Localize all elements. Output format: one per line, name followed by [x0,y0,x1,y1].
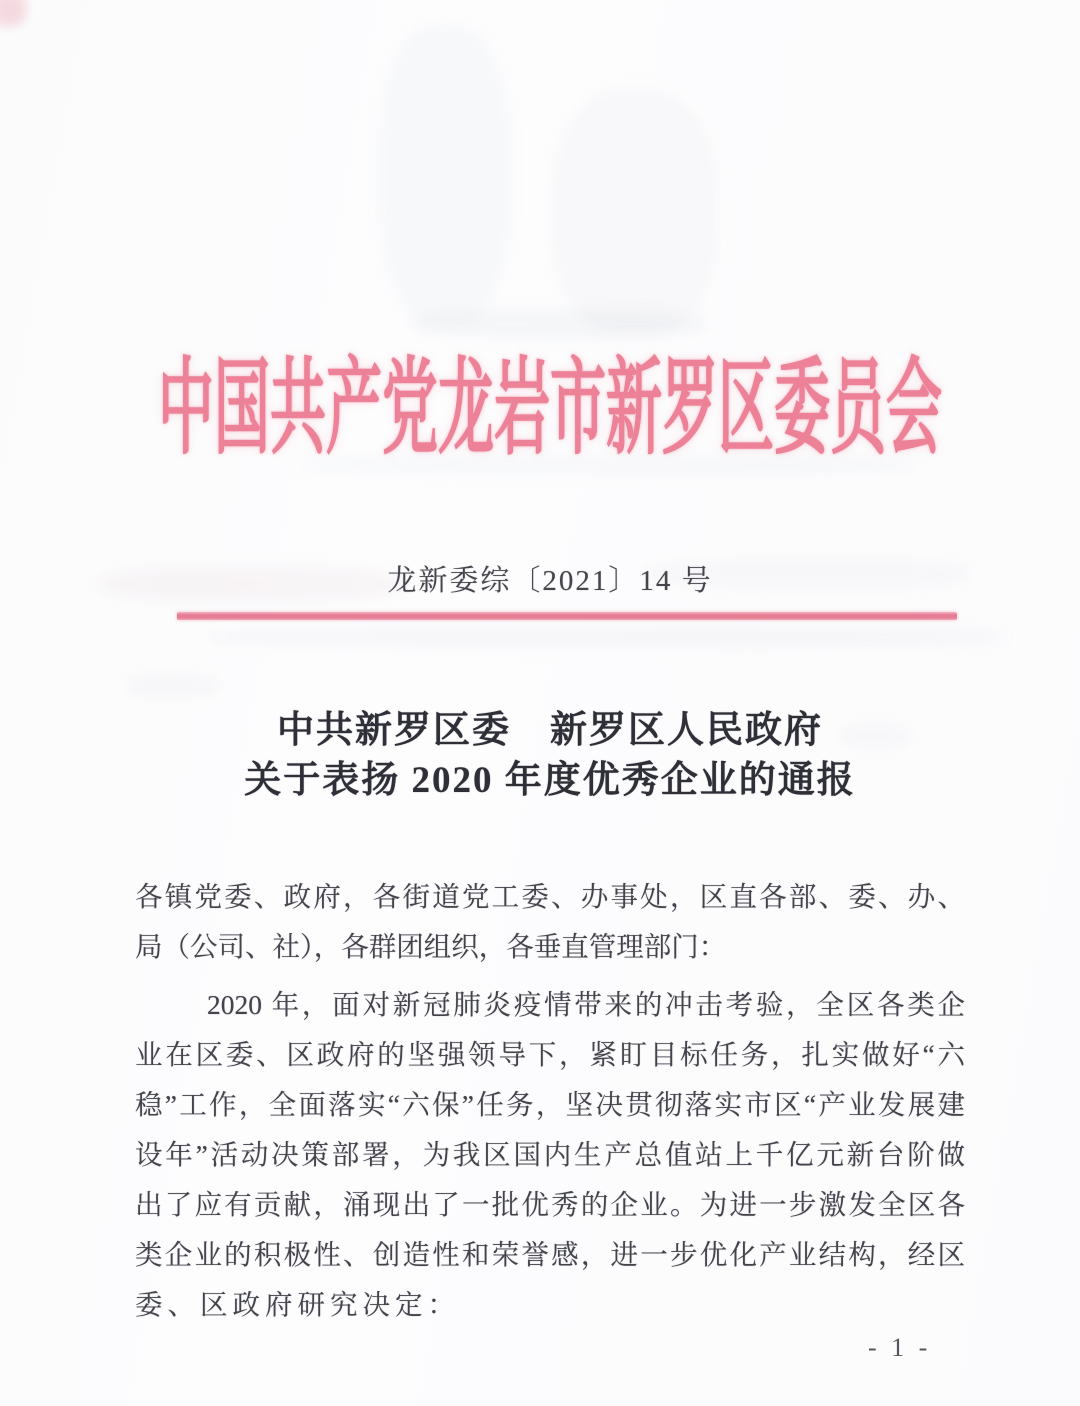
body-line: 委、区政府研究决定： [135,1289,460,1320]
bleedthrough-smudge [552,90,717,335]
bleedthrough-smudge [126,675,221,697]
document-title [125,706,975,806]
document-title-line1: 中共新罗区委 新罗区人民政府 [277,710,823,751]
body-line: 各镇党委、政府，各街道党工委、办事处，区直各部、委、办、 [135,881,965,912]
document-number: 龙新委综〔2021〕14 号 [387,565,713,597]
letterhead [135,345,965,475]
page-number: - 1 - [868,1333,932,1362]
body-line: 2020 年，面对新冠肺炎疫情带来的冲击考验，全区各类企 [207,989,965,1020]
bleedthrough-smudge [380,25,510,325]
scan-speck [0,0,26,26]
document-title-line2: 关于表扬 2020 年度优秀企业的通报 [244,760,856,801]
body-line: 类企业的积极性、创造性和荣誉感，进一步优化产业结构，经区 [135,1239,965,1270]
bleedthrough-smudge [412,310,707,338]
body-line: 设年”活动决策部署，为我区国内生产总值站上千亿元新台阶做 [135,1139,965,1170]
body-line: 业在区委、区政府的坚强领导下，紧盯目标任务，扎实做好“六 [135,1039,965,1070]
bleedthrough-smudge [208,627,1003,647]
body-line: 局（公司、社），各群团组织，各垂直管理部门： [135,931,727,962]
body-line: 稳”工作，全面落实“六保”任务，坚决贯彻落实市区“产业发展建 [135,1089,965,1120]
document-body [135,872,965,1330]
letterhead-title: 中国共产党龙岩市新罗区委员会 [158,351,942,469]
body-line: 出了应有贡献，涌现出了一批优秀的企业。为进一步激发全区各 [135,1189,965,1220]
letterhead-divider-rule [177,612,957,620]
